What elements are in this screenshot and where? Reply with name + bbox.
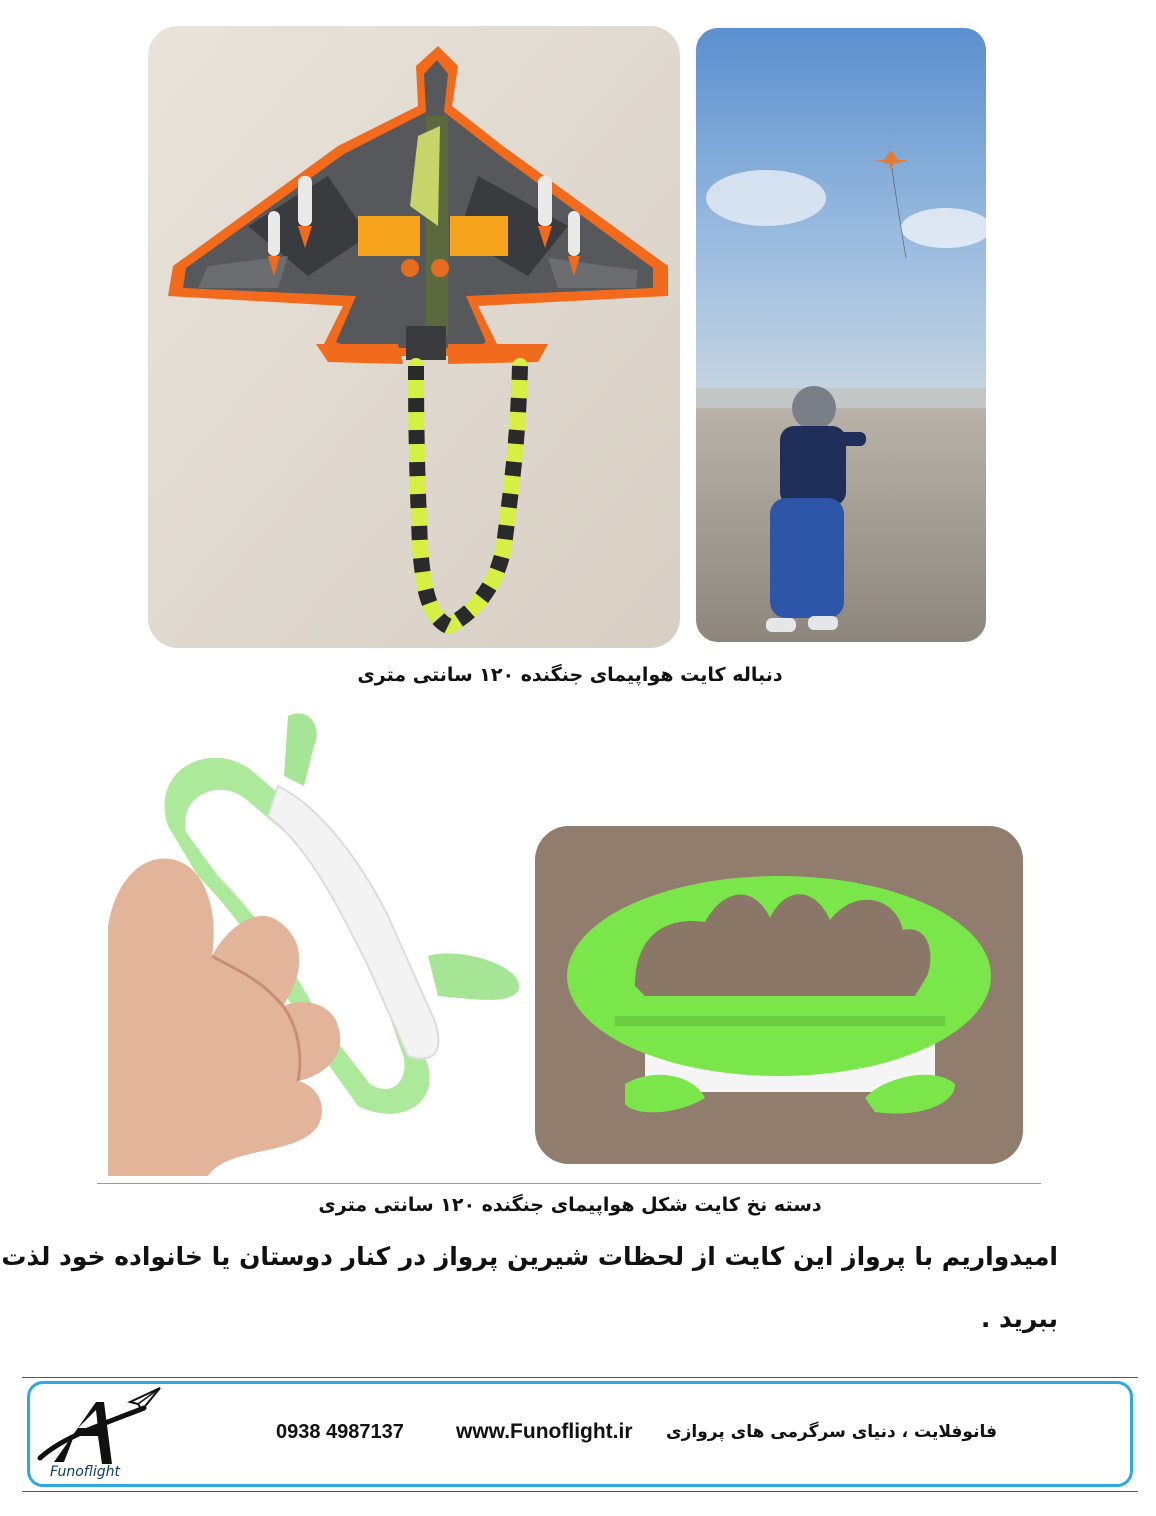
footer-phone: 0938 4987137 [276, 1421, 404, 1443]
footer-rule-bottom [22, 1491, 1138, 1492]
kite-photo [148, 26, 680, 648]
logo-text: Funoflight [50, 1464, 120, 1480]
beach-photo [696, 28, 986, 642]
closing-message-line-1: امیدواریم با پرواز این کایت از لحظات شیرین پرواز در کنار دوستان یا خانواده خود لذت [1, 1242, 1058, 1271]
divider [97, 1183, 1041, 1184]
footer-tagline: فانوفلایت ، دنیای سرگرمی های پروازی [666, 1422, 997, 1442]
reel-caption: دسته نخ کایت شکل هواپیمای جنگنده ۱۲۰ سانتی متری [318, 1194, 822, 1216]
reel-photo [535, 826, 1023, 1164]
kite-caption: دنباله کایت هواپیمای جنگنده ۱۲۰ سانتی متری [357, 664, 783, 686]
hand-reel-photo [108, 706, 534, 1176]
closing-message-line-2: ببرید . [980, 1304, 1058, 1333]
footer-rule-top [22, 1377, 1138, 1378]
footer-website-link[interactable]: www.Funoflight.ir [456, 1420, 633, 1443]
